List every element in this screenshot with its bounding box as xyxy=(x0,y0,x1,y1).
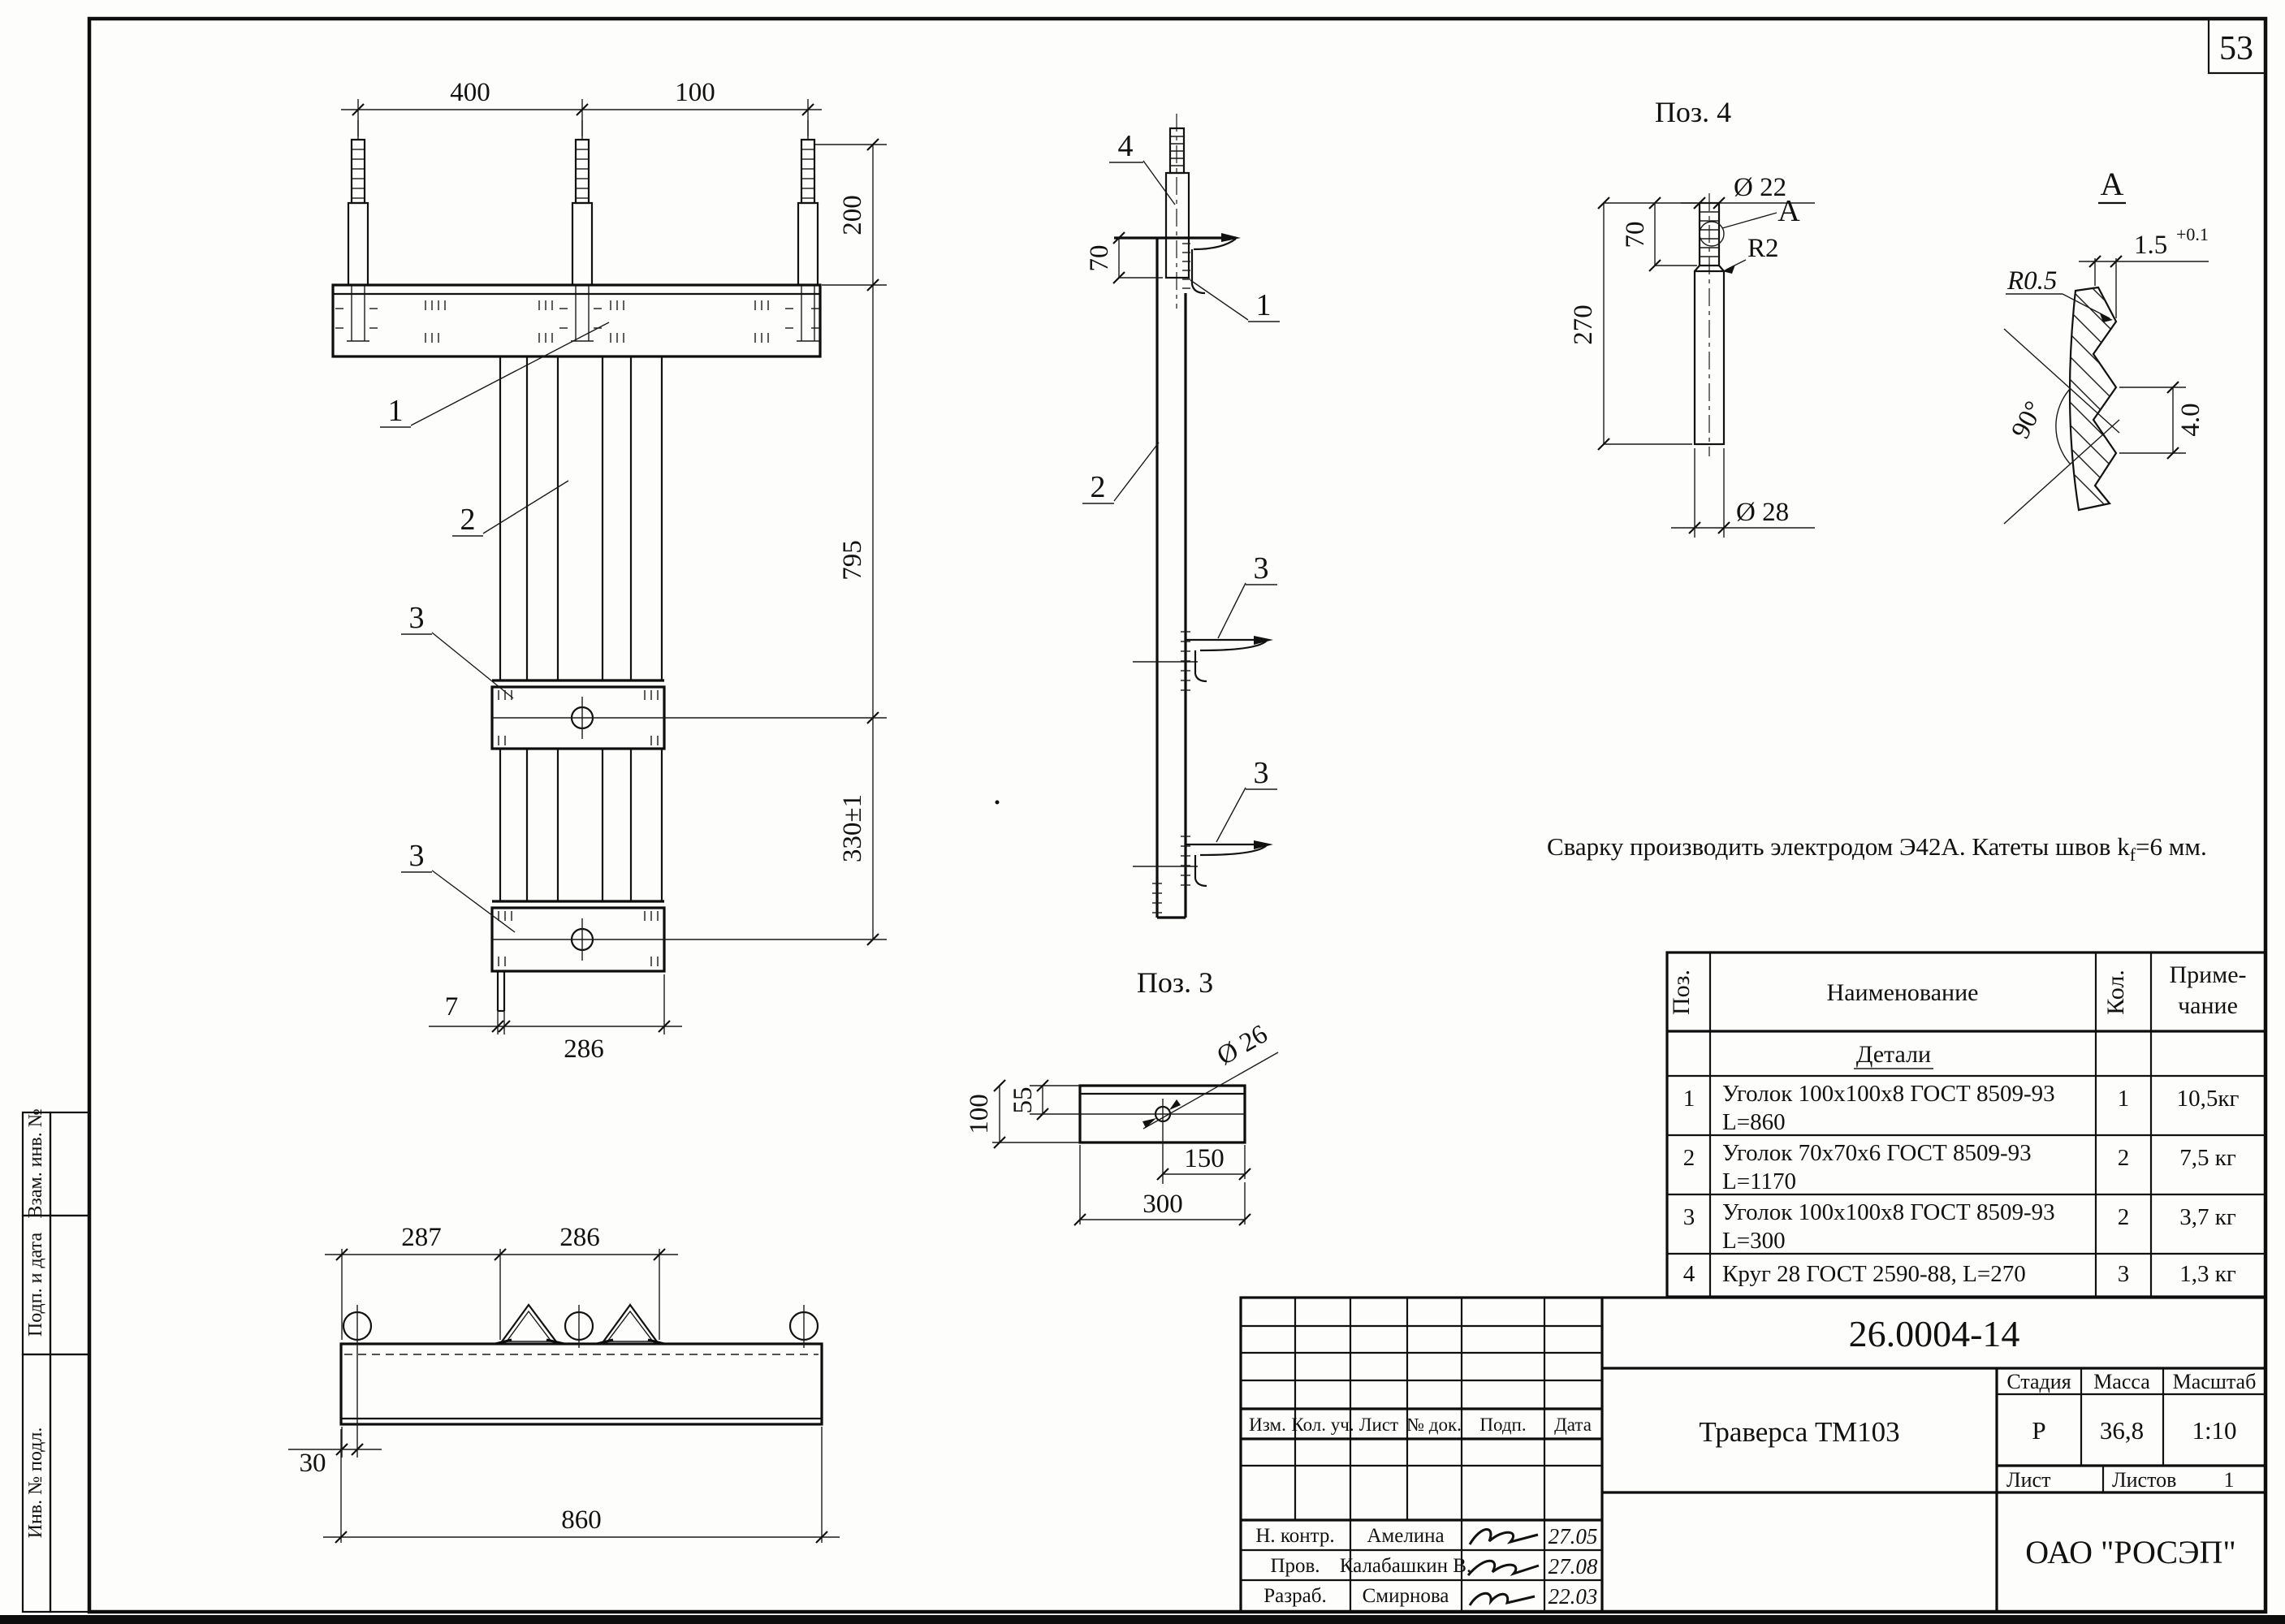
dim-4-0: 4.0 xyxy=(2176,403,2205,437)
sidebar-stamp-boxes xyxy=(23,1108,89,1612)
pt-r4-name1: Круг 28 ГОСТ 2590-88, L=270 xyxy=(1722,1261,2026,1287)
front-top-angle xyxy=(333,285,820,356)
dim-55: 55 xyxy=(1009,1086,1038,1114)
pt-r3-name2: L=300 xyxy=(1722,1228,1786,1254)
pt-r4-qty: 3 xyxy=(2117,1261,2130,1287)
pt-r2-note: 7,5 кг xyxy=(2179,1145,2236,1171)
side-bracket-lower xyxy=(1133,836,1273,913)
dim-400: 400 xyxy=(450,78,490,107)
pos3-title: Поз. 3 xyxy=(1136,966,1214,999)
pos-label-2-side: 2 xyxy=(1090,470,1106,504)
pt-header-pos: Поз. xyxy=(1668,969,1695,1016)
dim-286-top: 286 xyxy=(559,1223,600,1252)
front-bracket-upper xyxy=(492,680,887,749)
tb-date-3: 22.03 xyxy=(1548,1584,1598,1609)
tb-sheets-value: 1 xyxy=(2223,1468,2235,1492)
pt-r2-qty: 2 xyxy=(2117,1145,2130,1171)
view-top xyxy=(288,1223,840,1543)
front-pos-labels xyxy=(380,322,609,932)
dim-r05: R0.5 xyxy=(2007,266,2058,296)
dim-o26: Ø 26 xyxy=(1212,1019,1273,1072)
signature-strokes xyxy=(1468,1529,1539,1605)
pt-r3-pos: 3 xyxy=(1682,1204,1695,1230)
dim-270: 270 xyxy=(1569,304,1598,345)
front-bolts xyxy=(347,120,819,341)
top-gussets xyxy=(495,1305,664,1344)
dim-o28: Ø 28 xyxy=(1736,498,1790,527)
view-side xyxy=(996,114,1281,918)
dim-795: 795 xyxy=(838,540,867,581)
tb-rev-data: Дата xyxy=(1554,1415,1592,1435)
pt-r3-qty: 2 xyxy=(2117,1204,2130,1230)
pos4-title: Поз. 4 xyxy=(1654,96,1732,128)
sidebar-label-podp: Подп. и дата xyxy=(25,1232,46,1337)
pt-header-note1: Приме- xyxy=(2169,961,2247,988)
tb-sheet-label: Лист xyxy=(2006,1468,2051,1492)
tb-sheets-label: Листов xyxy=(2112,1468,2177,1492)
tb-rev-koluch: Кол. уч. xyxy=(1291,1415,1354,1435)
view-detail-a xyxy=(2004,166,2209,560)
tb-name-kalabashkin: Калабашкин В. xyxy=(1339,1555,1472,1577)
pos-label-1: 1 xyxy=(387,394,404,428)
sidebar-label-inv: Инв. № подл. xyxy=(25,1427,46,1539)
welding-note-tail: =6 мм. xyxy=(2136,832,2207,861)
tb-mass-value: 36,8 xyxy=(2099,1416,2145,1445)
title-block xyxy=(1241,1298,2266,1612)
dim-r2: R2 xyxy=(1747,234,1779,263)
dim-287: 287 xyxy=(401,1223,442,1252)
dim-330: 330±1 xyxy=(838,793,867,863)
tb-date-2: 27.08 xyxy=(1548,1554,1598,1579)
tb-doc-number: 26.0004-14 xyxy=(1848,1313,2020,1354)
side-top-angle xyxy=(1114,233,1241,293)
dim-o22: Ø 22 xyxy=(1734,173,1787,202)
tb-name-smirnova: Смирнова xyxy=(1362,1585,1449,1607)
dim-30: 30 xyxy=(299,1449,326,1478)
front-bracket-lower xyxy=(492,901,887,971)
dim-1-5: 1.5 xyxy=(2134,231,2168,260)
tb-company: ОАО "РОСЭП" xyxy=(2025,1534,2236,1570)
dim-286-front: 286 xyxy=(564,1034,604,1064)
side-bracket-upper xyxy=(1133,632,1273,690)
detail-a-title: A xyxy=(2100,166,2124,202)
tb-stage-value: Р xyxy=(2032,1416,2046,1445)
welding-note xyxy=(1547,832,2207,866)
pt-r4-note: 1,3 кг xyxy=(2179,1261,2236,1287)
dim-860: 860 xyxy=(561,1505,602,1535)
parts-table xyxy=(1667,952,2266,1297)
dim-70-side: 70 xyxy=(1085,244,1114,272)
pt-header-note2: чание xyxy=(2178,992,2238,1019)
tb-scale-value: 1:10 xyxy=(2192,1416,2237,1445)
view-front xyxy=(333,78,887,1064)
pos-label-3b-side: 3 xyxy=(1253,756,1269,790)
tb-date-1: 27.05 xyxy=(1548,1524,1598,1548)
pt-r4-pos: 4 xyxy=(1682,1261,1695,1287)
pt-r2-name2: L=1170 xyxy=(1722,1168,1796,1194)
view-pos3 xyxy=(965,966,1278,1225)
pt-r1-qty: 1 xyxy=(2117,1086,2130,1112)
pos-label-3a: 3 xyxy=(408,601,425,635)
sheet-frame xyxy=(0,19,2285,1624)
pt-r3-note: 3,7 кг xyxy=(2179,1204,2236,1230)
pt-r2-name1: Уголок 70x70x6 ГОСТ 8509-93 xyxy=(1722,1140,2032,1166)
dim-100: 100 xyxy=(675,78,715,107)
tb-stage-header: Стадия xyxy=(2006,1370,2071,1393)
detail-callout-a: A xyxy=(1777,194,1800,228)
tb-role-prov: Пров. xyxy=(1270,1555,1320,1577)
pos-label-4: 4 xyxy=(1117,129,1134,163)
dim-200: 200 xyxy=(838,195,867,235)
pt-header-name: Наименование xyxy=(1826,979,1979,1006)
tb-rev-list: Лист xyxy=(1358,1415,1399,1435)
pos-label-3b: 3 xyxy=(408,839,425,873)
pt-section: Детали xyxy=(1855,1041,1932,1068)
top-bolts xyxy=(343,1305,818,1348)
dim-100-pos3: 100 xyxy=(965,1094,994,1134)
pos-label-3a-side: 3 xyxy=(1253,551,1269,585)
welding-note-text: Сварку производить электродом Э42А. Катеты швов k xyxy=(1547,832,2130,861)
page-number: 53 xyxy=(2219,30,2253,67)
pt-r1-note: 10,5кг xyxy=(2176,1086,2240,1112)
pt-header-qty: Кол. xyxy=(2102,970,2129,1015)
tb-product-name: Траверса ТМ103 xyxy=(1699,1416,1900,1448)
pt-r1-name2: L=860 xyxy=(1722,1109,1786,1135)
tb-name-amelina: Амелина xyxy=(1367,1525,1445,1547)
pt-r1-pos: 1 xyxy=(1682,1086,1695,1112)
tb-scale-header: Масштаб xyxy=(2172,1370,2257,1393)
dim-7: 7 xyxy=(444,992,459,1021)
dim-150: 150 xyxy=(1184,1144,1225,1173)
pos-label-2: 2 xyxy=(460,503,476,537)
tb-rev-dok: № док. xyxy=(1406,1415,1462,1435)
pos-label-1-side: 1 xyxy=(1255,288,1272,322)
tb-mass-header: Масса xyxy=(2093,1370,2150,1393)
tb-rev-podp: Подп. xyxy=(1479,1415,1527,1435)
dim-70-pos4: 70 xyxy=(1621,221,1650,248)
side-pos-labels xyxy=(1082,129,1280,842)
pt-r2-pos: 2 xyxy=(1682,1145,1695,1171)
dim-90deg: 90° xyxy=(2006,396,2050,444)
view-pos4 xyxy=(1569,96,1815,538)
welding-note-sub: f xyxy=(2129,844,2136,866)
dim-300: 300 xyxy=(1142,1190,1183,1219)
tb-role-nkontr: Н. контр. xyxy=(1255,1525,1335,1547)
tb-rev-izm: Изм. xyxy=(1249,1415,1286,1435)
pt-r3-name1: Уголок 100x100x8 ГОСТ 8509-93 xyxy=(1722,1199,2055,1225)
front-stem xyxy=(498,356,662,1011)
dim-1-5-tol: +0.1 xyxy=(2176,224,2209,244)
sidebar-label-vzam: Взам. инв. № xyxy=(25,1108,46,1219)
tb-role-razrab: Разраб. xyxy=(1263,1585,1327,1607)
pt-r1-name1: Уголок 100x100x8 ГОСТ 8509-93 xyxy=(1722,1081,2055,1107)
